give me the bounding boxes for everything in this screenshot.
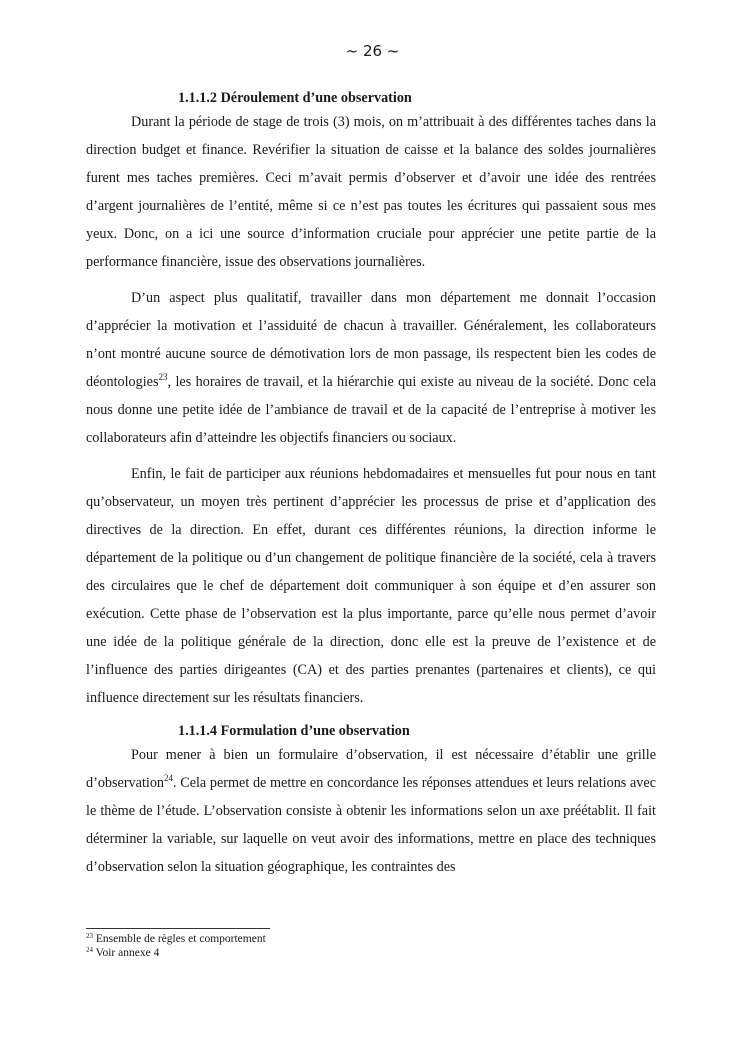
footnotes [86,932,266,960]
paragraph-formulation [86,741,656,881]
footnote-24 [86,946,266,960]
footnote-ref-24: 24 [164,773,174,783]
paragraph-text: Pour mener à bien un formulaire d’observation, il est nécessaire d’établir une grille d’observation [86,747,656,791]
footnote-number: 24 [86,946,93,954]
footnote-number: 23 [86,932,93,940]
document-body [86,89,656,881]
page-number: ~ 26 ~ [345,42,400,60]
footnote-text: Voir annexe 4 [93,947,160,959]
paragraph-text: . Cela permet de mettre en concordance les réponses attendues et leurs relations avec le thème de l’étude. L’observation consiste à obtenir les informations selon un axe préétablit. Il fait déterminer la variable, sur laquelle on veut avoir des informations, mettre en place des techniques d’observation selon la situation géographique, les contraintes des [86,775,656,875]
section-heading-deroulement: 1.1.1.2 Déroulement d’une observation [178,90,412,106]
footnote-ref-23: 23 [158,372,168,382]
footnote-divider [86,928,270,929]
paragraph-reunions: Enfin, le fait de participer aux réunions hebdomadaires et mensuelles fut pour nous en tant qu’observateur, un moyen très pertinent d’apprécier les processus de prise et d’application des directives de la direction. En effet, durant ces différentes réunions, la direction informe le département de la politique ou d’un changement de politique financière de la société, cela à travers des circulaires que le chef de département doit communiquer à son équipe et d’en assurer son exécution. Cette phase de l’observation est la plus importante, parce qu’elle nous permet d’avoir une idée de la politique générale de la direction, donc elle est la preuve de l’existence et de l’influence des parties dirigeantes (CA) et des parties prenantes (partenaires et clients), ce qui influence directement sur les résultats financiers. [86,466,656,706]
footnote-23 [86,932,266,946]
paragraph-text: D’un aspect plus qualitatif, travailler dans mon département me donnait l’occasion d’apprécier la motivation et l’assiduité de chacun à travailler. Généralement, les collaborateurs n’ont montré aucune source de démotivation lors de mon passage, ils respectent bien les codes de déontologies [86,290,656,390]
paragraph-stage: Durant la période de stage de trois (3) mois, on m’attribuait à des différentes taches dans la direction budget et finance. Revérifier la situation de caisse et la balance des soldes journalières furent mes taches premières. Ceci m’avait permis d’observer et d’avoir une idée des rentrées d’argent journalières de l’entité, même si ce n’est pas toutes les écritures qui passaient sous mes yeux. Donc, on a ici une source d’information cruciale pour apprécier une petite partie de la performance financière, issue des observations journalières. [86,114,656,270]
footnote-text: Ensemble de règles et comportement [93,933,266,945]
section-heading-formulation: 1.1.1.4 Formulation d’une observation [178,723,410,739]
paragraph-qualitatif [86,284,656,452]
paragraph-text: , les horaires de travail, et la hiérarchie qui existe au niveau de la société. Donc cela nous donne une petite idée de l’ambiance de travail et de la capacité de l’entreprise à motiver les collaborateurs afin d’atteindre les objectifs financiers ou sociaux. [86,374,656,446]
